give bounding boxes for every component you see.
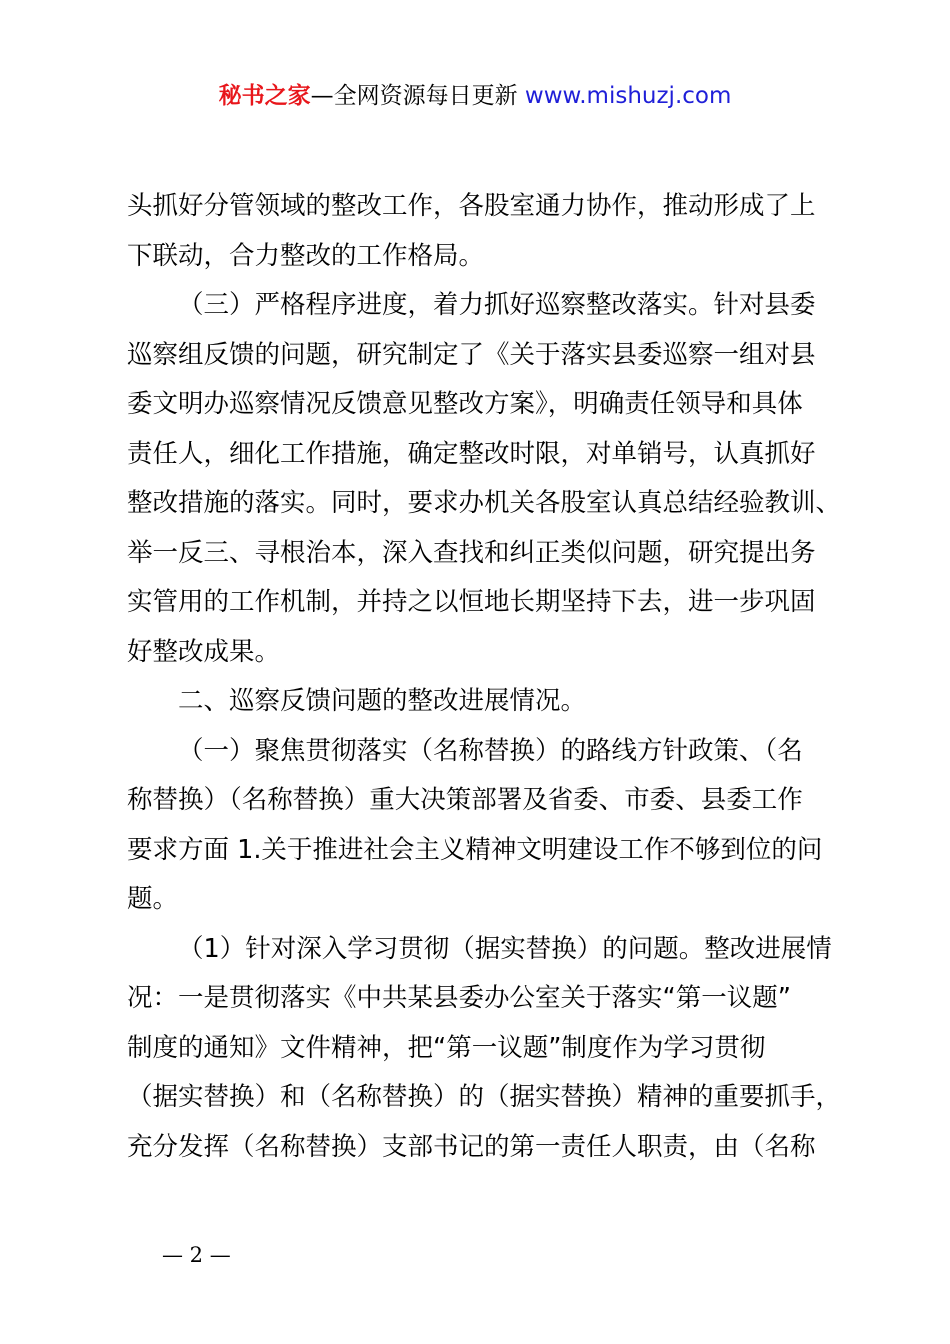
body-line: 况：一是贯彻落实《中共某县委办公室关于落实“第一议题” — [127, 983, 791, 1013]
body-line: 称替换）（名称替换）重大决策部署及省委、市委、县委工作 — [127, 785, 803, 815]
body-line: 头抓好分管领域的整改工作，各股室通力协作，推动形成了上 — [127, 191, 816, 221]
site-url-link[interactable]: www.mishuzj.com — [524, 83, 732, 109]
body-line: 责任人，细化工作措施，确定整改时限，对单销号，认真抓好 — [127, 438, 816, 469]
body-line: 实管用的工作机制，并持之以恒地长期坚持下去，进一步巩固 — [127, 587, 816, 617]
brand-name: 秘书之家 — [218, 83, 311, 109]
body-line: 委文明办巡察情况反馈意见整改方案》，明确责任领导和具体 — [127, 389, 803, 419]
body-line: 巡察组反馈的问题，研究制定了《关于落实县委巡察一组对县 — [127, 339, 816, 370]
body-line: 好整改成果。 — [127, 636, 281, 667]
body-line: 下联动，合力整改的工作格局。 — [127, 240, 485, 271]
header-tagline: —全网资源每日更新 — [310, 83, 525, 109]
site-header — [0, 80, 950, 112]
page-number: — 2 — — [162, 1243, 231, 1267]
body-line: （1）针对深入学习贯彻（据实替换）的问题。整改进展情 — [178, 933, 832, 964]
body-line: 要求方面 1.关于推进社会主义精神文明建设工作不够到位的问 — [127, 834, 823, 865]
body-line: （一）聚焦贯彻落实（名称替换）的路线方针政策、（名 — [178, 735, 803, 766]
document-body — [127, 182, 847, 1172]
body-line: 整改措施的落实。同时，要求办机关各股室认真总结经验教训、 — [127, 488, 842, 518]
body-line: 制度的通知》文件精神，把“第一议题”制度作为学习贯彻 — [127, 1032, 766, 1063]
body-line: 题。 — [127, 884, 179, 914]
body-line: 充分发挥（名称替换）支部书记的第一责任人职责，由（名称 — [127, 1131, 816, 1162]
body-line: （三）严格程序进度，着力抓好巡察整改落实。针对县委 — [178, 290, 816, 320]
body-line: （据实替换）和（名称替换）的（据实替换）精神的重要抓手， — [127, 1082, 842, 1112]
body-line: 二、巡察反馈问题的整改进展情况。 — [178, 686, 587, 716]
body-line: 举一反三、寻根治本，深入查找和纠正类似问题，研究提出务 — [127, 537, 816, 568]
